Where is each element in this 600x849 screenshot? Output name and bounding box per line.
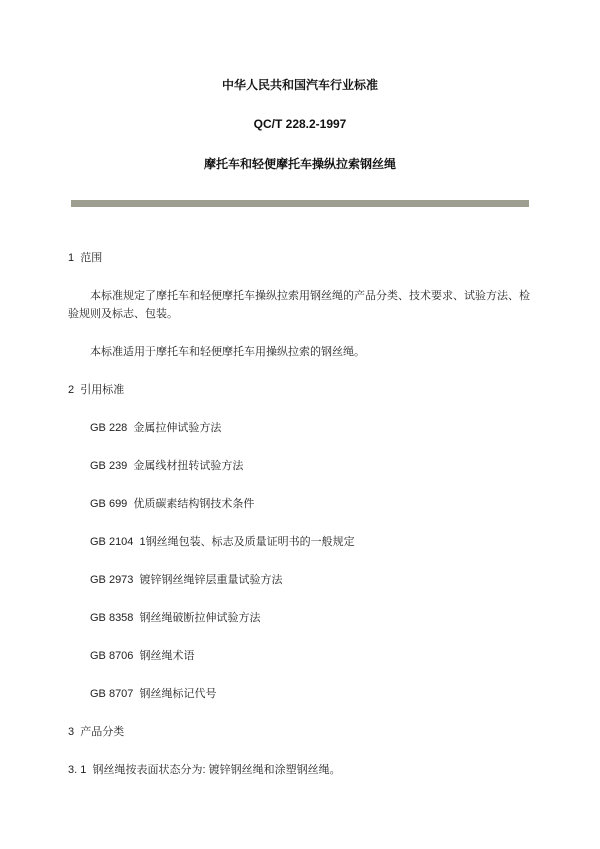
classification-clause-3-1: 3. 1 钢丝绳按表面状态分为: 镀锌钢丝绳和涂塑钢丝绳。 bbox=[68, 764, 341, 776]
header-divider-bar bbox=[71, 200, 529, 207]
section-heading-classification: 3 产品分类 bbox=[68, 726, 125, 738]
standard-body-line: 中华人民共和国汽车行业标准 bbox=[221, 78, 378, 92]
reference-item-gb8358: GB 8358 钢丝绳破断拉伸试验方法 bbox=[90, 612, 261, 624]
section-heading-references: 2 引用标准 bbox=[68, 384, 125, 396]
reference-item-gb2104: GB 2104 1钢丝绳包装、标志及质量证明书的一般规定 bbox=[90, 536, 355, 548]
reference-item-gb2973: GB 2973 镀锌钢丝绳锌层重量试验方法 bbox=[90, 574, 283, 586]
reference-item-gb8707: GB 8707 钢丝绳标记代号 bbox=[90, 688, 217, 700]
reference-item-gb239: GB 239 金属线材扭转试验方法 bbox=[90, 460, 244, 472]
scope-paragraph-2: 本标准适用于摩托车和轻便摩托车用操纵拉索的钢丝绳。 bbox=[90, 346, 365, 358]
section-heading-scope: 1 范围 bbox=[68, 252, 103, 264]
document-header bbox=[0, 0, 600, 172]
standard-number-line: QC/T 228.2-1997 bbox=[253, 117, 347, 131]
document-body bbox=[0, 207, 600, 779]
reference-item-gb699: GB 699 优质碳素结构钢技术条件 bbox=[90, 498, 255, 510]
scope-paragraph-1: 本标准规定了摩托车和轻便摩托车操纵拉索用钢丝绳的产品分类、技术要求、试验方法、检验规则及标志、包装。 bbox=[68, 290, 530, 320]
reference-item-gb228: GB 228 金属拉伸试验方法 bbox=[90, 422, 222, 434]
document-title: 摩托车和轻便摩托车操纵拉索钢丝绳 bbox=[203, 157, 396, 171]
reference-item-gb8706: GB 8706 钢丝绳术语 bbox=[90, 650, 195, 662]
